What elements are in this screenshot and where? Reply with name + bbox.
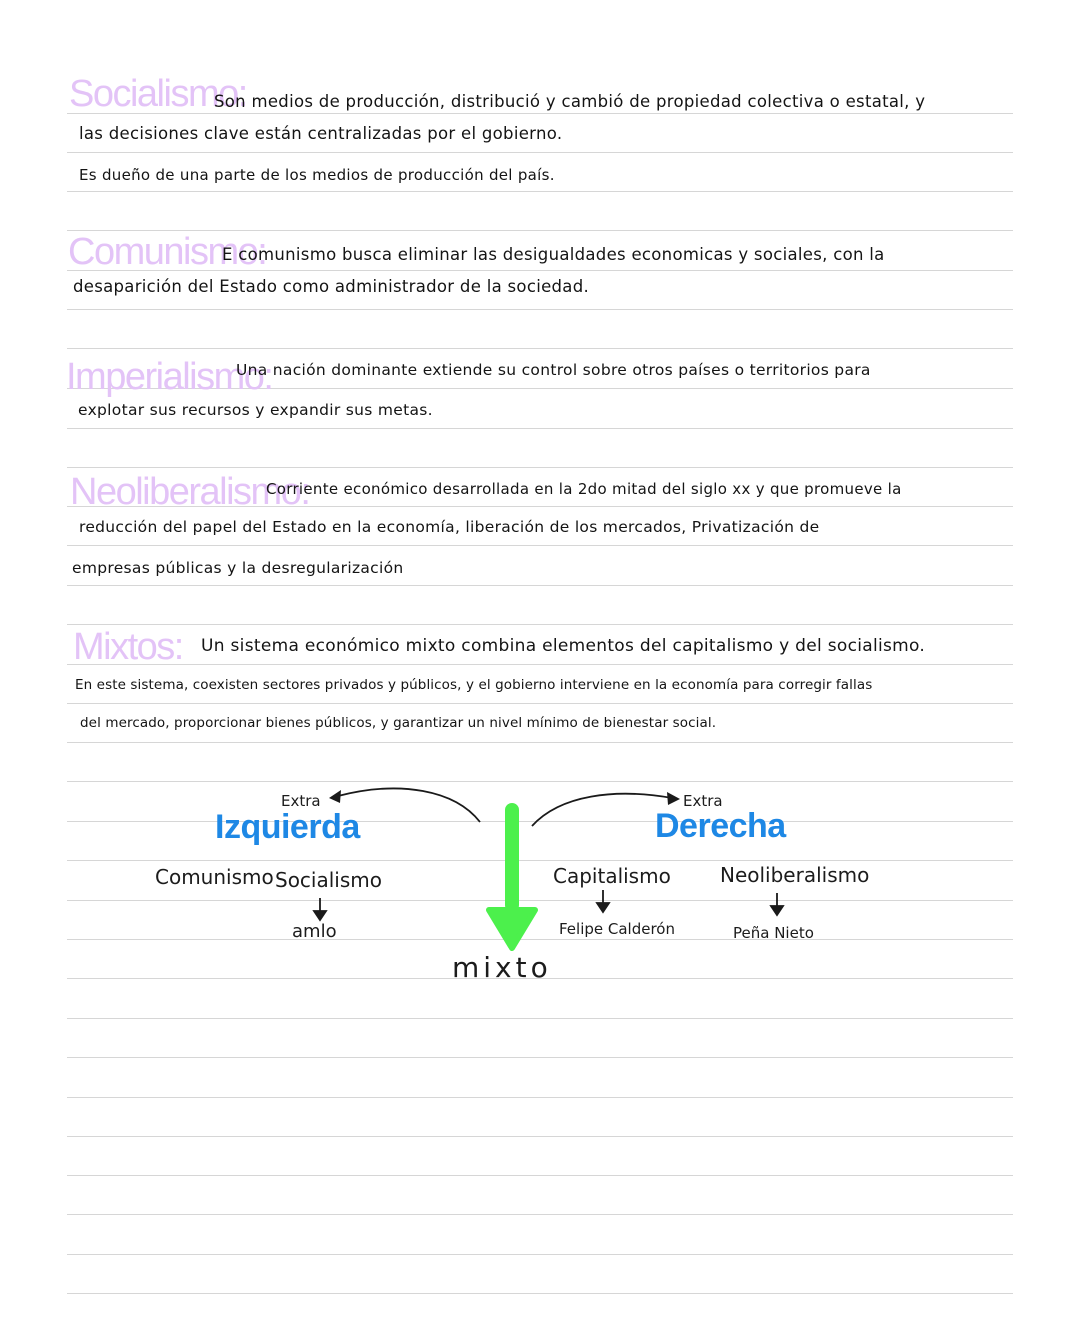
pena-arrow-head	[771, 906, 783, 915]
center-arrow-head	[489, 910, 535, 948]
left-item-socialismo: Socialismo	[275, 868, 382, 892]
amlo-arrow-head	[314, 911, 326, 920]
neoliberalismo-line-2: reducción del papel del Estado en la economía, liberación de los mercados, Privatización de	[79, 518, 820, 536]
left-example-amlo: amlo	[292, 921, 337, 942]
right-extra-label: Extra	[683, 792, 723, 810]
mixtos-line-2: En este sistema, coexisten sectores privados y públicos, y el gobierno interviene en la economía para corregir fallas	[75, 677, 873, 693]
right-item-neoliberalismo: Neoliberalismo	[720, 863, 870, 887]
right-example-calderon: Felipe Calderón	[559, 920, 675, 938]
mixtos-line-1: Un sistema económico mixto combina elementos del capitalismo y del socialismo.	[201, 636, 926, 656]
derecha-label: Derecha	[655, 807, 786, 845]
term-socialismo: Socialismo:	[69, 73, 247, 115]
calderon-arrow-head	[597, 903, 609, 912]
socialismo-line-1: Son medios de producción, distribució y cambió de propiedad colectiva o estatal, y	[214, 92, 926, 111]
left-extra-label: Extra	[281, 792, 321, 810]
imperialismo-line-2: explotar sus recursos y expandir sus metas.	[78, 401, 433, 419]
socialismo-line-2: las decisiones clave están centralizadas por el gobierno.	[79, 124, 563, 143]
left-item-comunismo: Comunismo	[155, 865, 274, 889]
center-mixto-label: mixto	[452, 951, 552, 984]
comunismo-line-2: desaparición del Estado como administrador de la sociedad.	[73, 277, 590, 296]
left-curve-arrowhead	[329, 790, 341, 803]
term-mixtos: Mixtos:	[73, 626, 183, 668]
neoliberalismo-line-3: empresas públicas y la desregularización	[72, 559, 404, 577]
mixtos-line-3: del mercado, proporcionar bienes públicos, y garantizar un nivel mínimo de bienestar social.	[80, 715, 717, 731]
socialismo-line-3: Es dueño de una parte de los medios de producción del país.	[79, 166, 555, 184]
izquierda-label: Izquierda	[215, 808, 360, 846]
right-example-pena-nieto: Peña Nieto	[733, 924, 814, 942]
term-neoliberalismo: Neoliberalismo:	[70, 471, 310, 513]
right-curve-arrowhead	[667, 792, 680, 805]
right-curve-arrow	[532, 794, 672, 826]
imperialismo-line-1: Una nación dominante extiende su control sobre otros países o territorios para	[236, 361, 871, 379]
term-imperialismo: Imperialismo:	[66, 356, 273, 398]
term-comunismo: Comunismo:	[68, 231, 267, 273]
right-item-capitalismo: Capitalismo	[553, 864, 671, 888]
comunismo-line-1: E comunismo busca eliminar las desigualdades economicas y sociales, con la	[222, 245, 885, 264]
neoliberalismo-line-1: Corriente económico desarrollada en la 2do mitad del siglo xx y que promueve la	[266, 480, 902, 498]
